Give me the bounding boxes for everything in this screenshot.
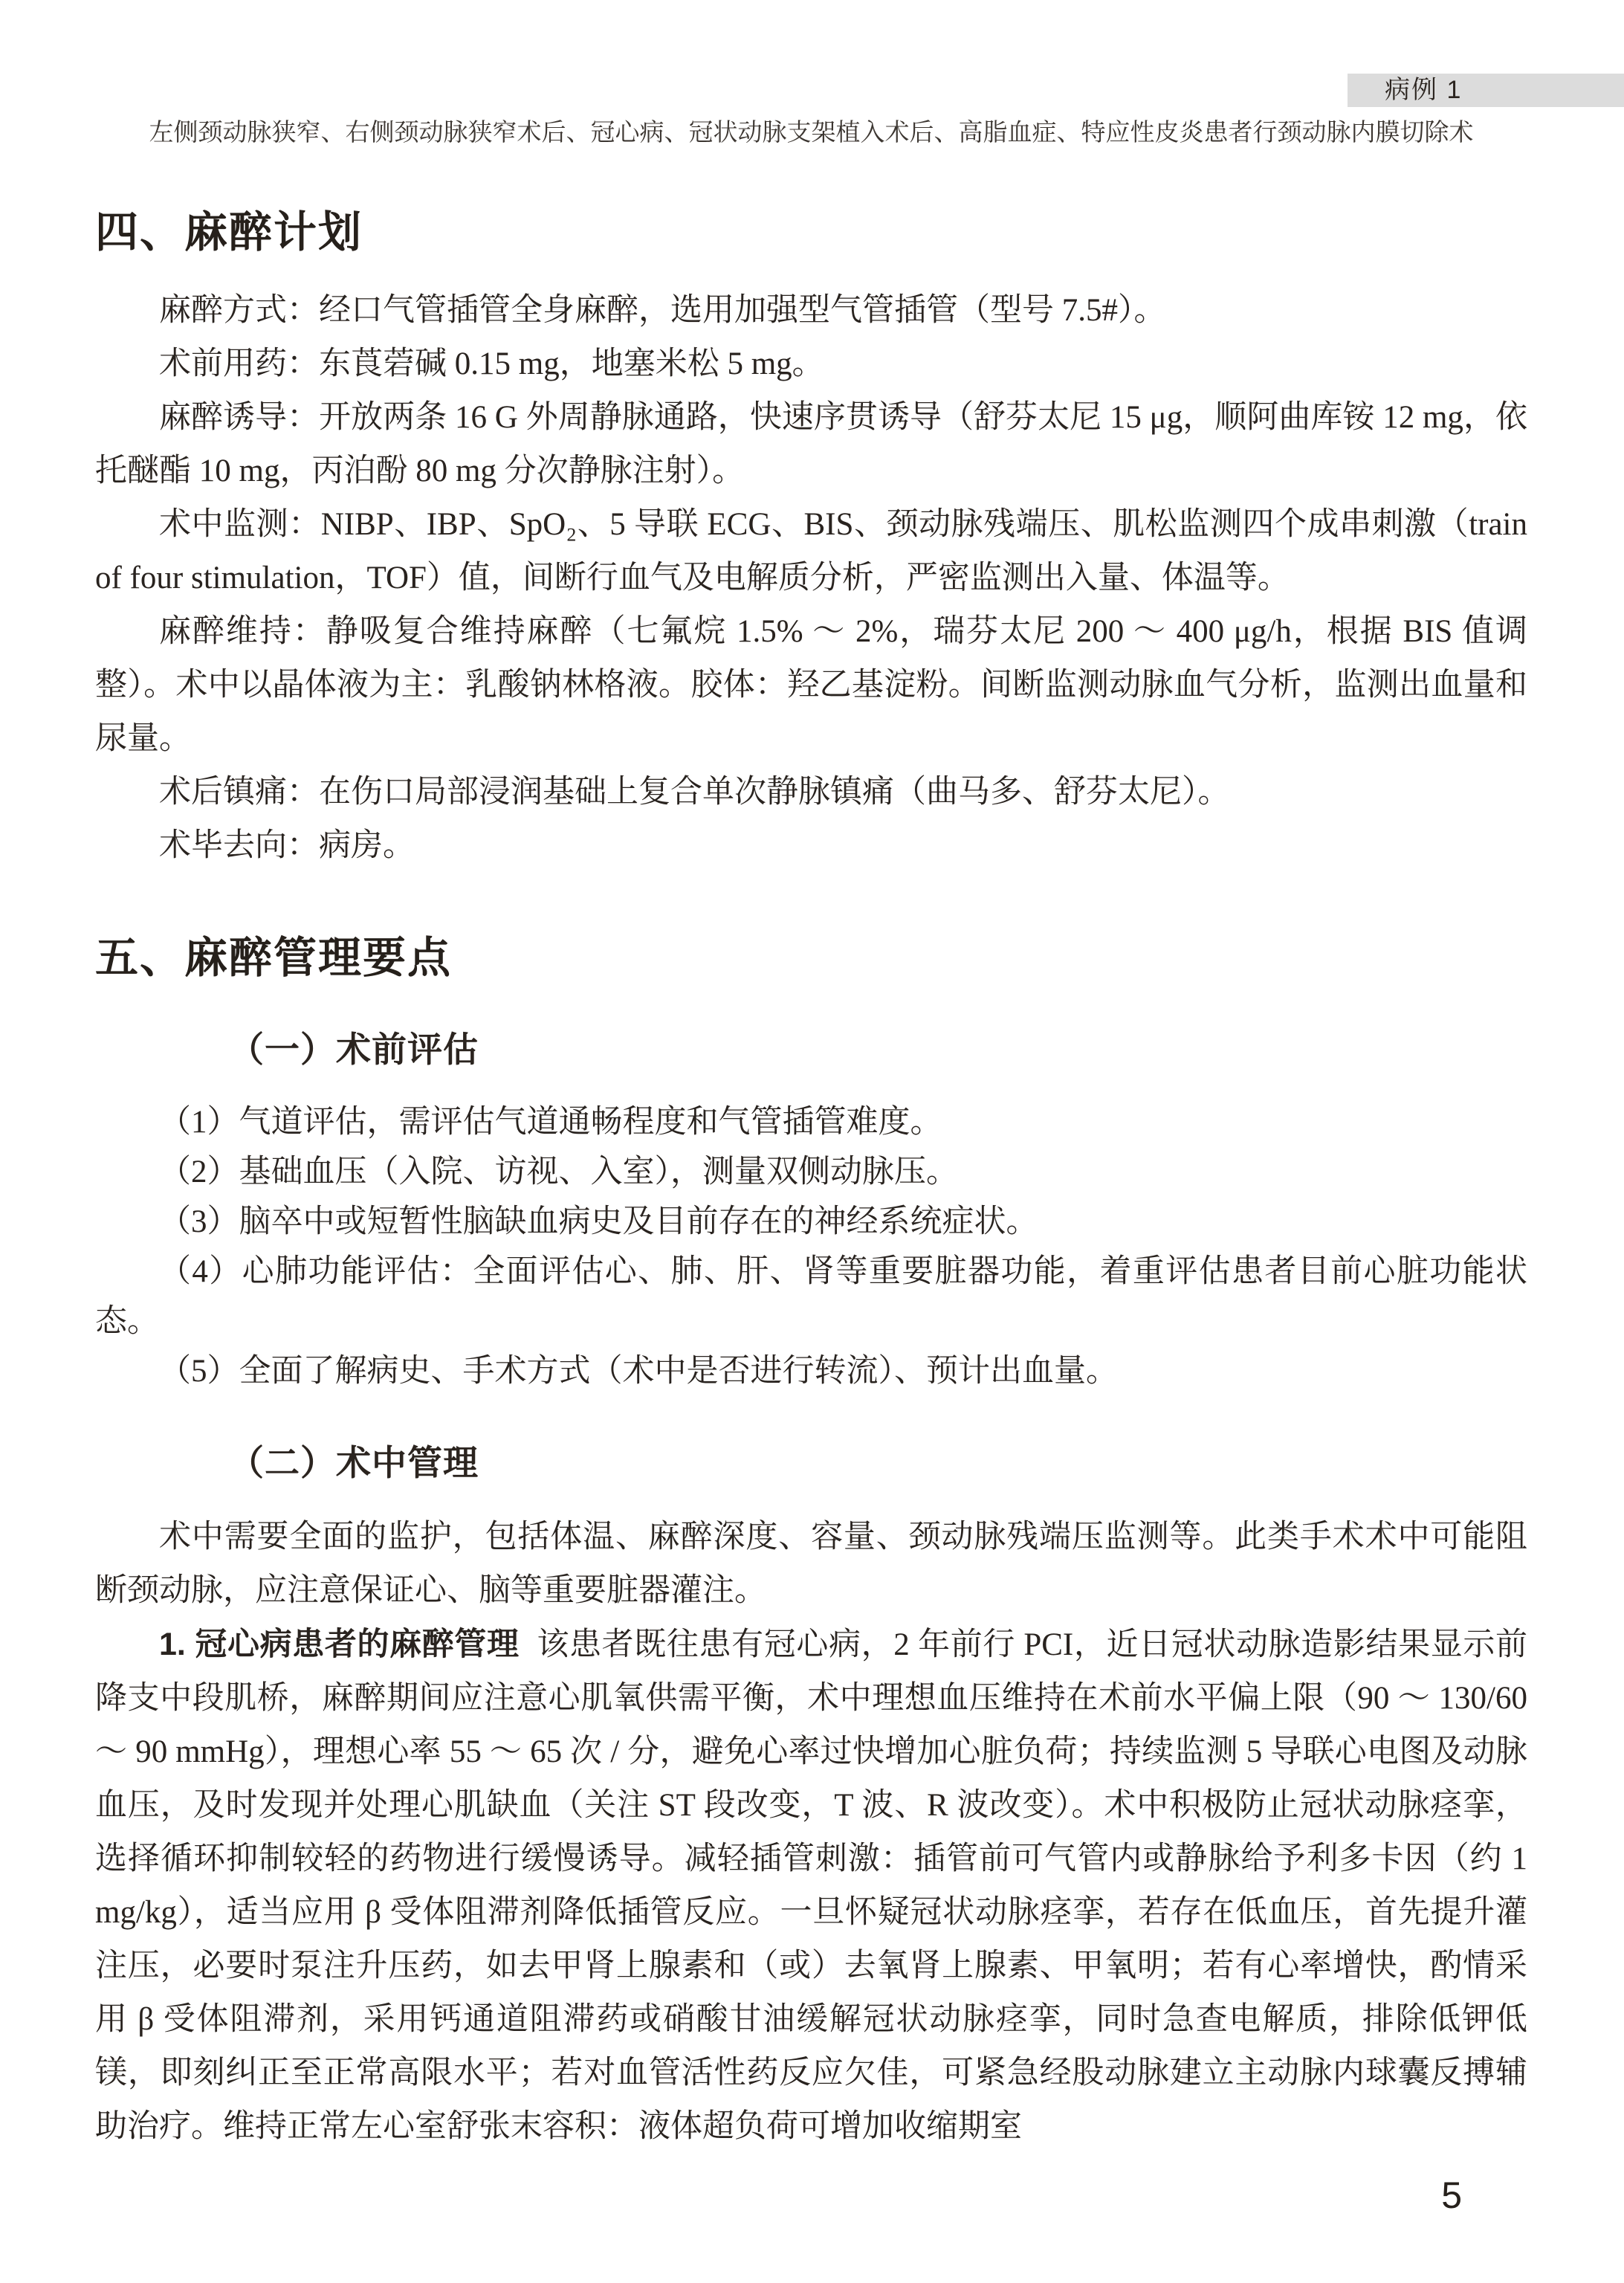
list-item-history-surgery: （5）全面了解病史、手术方式（术中是否进行转流）、预计出血量。 [159,1354,1118,1389]
page-number: 5 [1441,2174,1462,2216]
paragraph-intraop-overview: 术中需要全面的监护，包括体温、麻醉深度、容量、颈动脉残端压监测等。此类手术术中可能阻断颈动脉，应注意保证心、脑等重要脏器灌注。 [95,1520,1527,1608]
section-title-management: 五、麻醉管理要点 [95,934,453,982]
paragraph-intraop-monitoring: 术中监测：NIBP、IBP、SpO₂、5 导联 ECG、BIS、颈动脉残端压、肌松监测四个成串刺激（train of four stimulation，TOF）值，间断行血气及电解质分析，严密监测出入量、体温等。 [95,507,1527,595]
anesthesia-plan-paragraphs [95,284,1527,873]
paragraph-premedication: 术前用药：东莨菪碱 0.15 mg，地塞米松 5 mg。 [159,346,824,381]
subsection-title-intraop-management: （二）术中管理 [229,1443,479,1482]
paragraph-anesthesia-method: 麻醉方式：经口气管插管全身麻醉，选用加强型气管插管（型号 7.5#）。 [159,293,1166,328]
subsection-title-preop-assessment: （一）术前评估 [229,1030,479,1069]
paragraph-chd-management [95,1618,1527,2154]
paragraph-induction: 麻醉诱导：开放两条 16 G 外周静脉通路，快速序贯诱导（舒芬太尼 15 μg，顺阿曲库铵 12 mg，依托醚酯 10 mg，丙泊酚 80 mg 分次静脉注射）。 [95,400,1527,488]
list-item-baseline-bp: （2）基础血压（入院、访视、入室），测量双侧动脉压。 [159,1155,958,1189]
section-title-anesthesia-plan: 四、麻醉计划 [95,208,363,256]
chd-management-text: 该患者既往患有冠心病，2 年前行 PCI，近日冠状动脉造影结果显示前降支中段肌桥，麻醉期间应注意心肌氧供需平衡，术中理想血压维持在术前水平偏上限（90 ～ 130/60 ～ 90 mmHg），理想心率 55 ～ 65 次 / 分，避免心率过快增加心脏负荷；持续监测 5 导联心电图及动脉血压，及时发现并处理心肌缺血（关注 ST 段改变，T 波、R 波改变）。术中积极防止冠状动脉痉挛，选择循环抑制较轻的药物进行缓慢诱导。减轻插管刺激：插管前可气管内或静脉给予利多卡因（约 1 mg/kg），适当应用 β 受体阻滞剂降低插管反应。一旦怀疑冠状动脉痉挛，若存在低血压，首先提升灌注压，必要时泵注升压药，如去甲肾上腺素和（或）去氧肾上腺素、甲氧明；若有心率增快，酌情采用 β 受体阻滞剂，采用钙通道阻滞药或硝酸甘油缓解冠状动脉痉挛，同时急查电解质，排除低钾低镁，即刻纠正至正常高限水平；若对血管活性药反应欠佳，可紧急经股动脉建立主动脉内球囊反搏辅助治疗。维持正常左心室舒张末容积：液体超负荷可增加收缩期室 [95,1627,1527,2144]
list-item-stroke-history: （3）脑卒中或短暂性脑缺血病史及目前存在的神经系统症状。 [159,1204,1038,1239]
chd-management-lead: 1. 冠心病患者的麻醉管理 [159,1627,520,1662]
running-head: 左侧颈动脉狭窄、右侧颈动脉狭窄术后、冠心病、冠状动脉支架植入术后、高脂血症、特应性皮炎患者行颈动脉内膜切除术 [149,118,1474,146]
paragraph-destination: 术毕去向：病房。 [159,828,415,863]
paragraph-maintenance: 麻醉维持：静吸复合维持麻醉（七氟烷 1.5% ～ 2%，瑞芬太尼 200 ～ 400 μg/h，根据 BIS 值调整）。术中以晶体液为主：乳酸钠林格液。胶体：羟乙基淀粉。间断监测动脉血气分析，监测出血量和尿量。 [95,614,1527,756]
case-badge: 病例 1 [1348,74,1624,107]
paragraph-postop-analgesia: 术后镇痛：在伤口局部浸润基础上复合单次静脉镇痛（曲马多、舒芬太尼）。 [159,775,1230,810]
preop-assessment-list [95,1097,1527,1396]
intraop-management-paragraphs [95,1511,1527,2154]
list-item-airway: （1）气道评估，需评估气道通畅程度和气管插管难度。 [159,1105,942,1140]
list-item-cardiopulmonary: （4）心肺功能评估：全面评估心、肺、肝、肾等重要脏器功能，着重评估患者目前心脏功能状态。 [95,1254,1527,1339]
